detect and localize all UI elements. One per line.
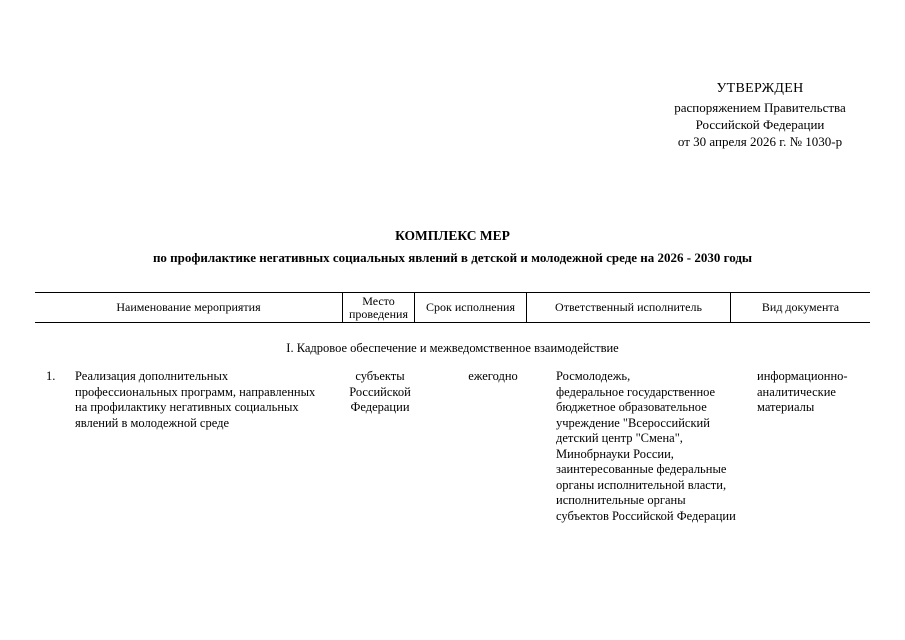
row-place-line: Российской [349, 384, 411, 399]
document-title: КОМПЛЕКС МЕР [395, 228, 510, 243]
approval-line: распоряжением Правительства [674, 100, 846, 115]
row-responsible-line: Росмолодежь, [556, 369, 631, 383]
header-term: Срок исполнения [414, 293, 526, 322]
row-name-line: на профилактику негативных социальных [75, 400, 299, 414]
row-name [75, 369, 335, 431]
row-responsible [556, 369, 756, 524]
header-doc-type: Вид документа [730, 293, 870, 322]
header-place [342, 293, 414, 322]
row-responsible-line: Минобрнауки России, [556, 446, 674, 461]
table-header [35, 292, 870, 323]
row-name-line: явлений в молодежной среде [75, 415, 230, 430]
row-responsible-line: бюджетное образовательное [556, 400, 707, 414]
row-responsible-line: заинтересованные федеральные [556, 462, 727, 476]
row-doc-type-line: аналитические [757, 384, 836, 399]
header-name: Наименование мероприятия [116, 300, 261, 314]
row-number: 1. [46, 369, 56, 383]
row-doc-type [757, 369, 867, 416]
header-place-line: проведения [349, 306, 408, 321]
section-title: I. Кадровое обеспечение и межведомственное взаимодействие [286, 341, 619, 355]
approval-stamp: УТВЕРЖДЕН [716, 81, 804, 96]
approval-block [640, 80, 880, 150]
row-responsible-line: детский центр "Смена", [556, 431, 683, 445]
row-responsible-line: федеральное государственное [556, 384, 716, 399]
row-place-line: субъекты [355, 369, 405, 383]
row-doc-type-line: материалы [757, 400, 815, 414]
row-responsible-line: исполнительные органы [556, 493, 686, 507]
row-term: ежегодно [468, 369, 518, 383]
approval-line: Российской Федерации [695, 117, 825, 132]
document-subtitle: по профилактике негативных социальных явлений в детской и молодежной среде на 2026 - 2030 годы [152, 250, 753, 265]
row-name-line: Реализация дополнительных [75, 369, 229, 383]
row-responsible-line: органы исполнительной власти, [556, 477, 727, 492]
header-responsible: Ответственный исполнитель [526, 293, 730, 322]
row-place-line: Федерации [350, 400, 410, 414]
row-doc-type-line: информационно- [757, 369, 848, 383]
row-responsible-line: учреждение "Всероссийский [556, 415, 710, 430]
approval-line: от 30 апреля 2026 г. № 1030-р [677, 134, 843, 149]
header-place-line: Место [362, 293, 395, 308]
row-place [342, 369, 418, 416]
row-responsible-line: субъектов Российской Федерации [556, 508, 736, 523]
row-name-line: профессиональных программ, направленных [75, 384, 316, 399]
